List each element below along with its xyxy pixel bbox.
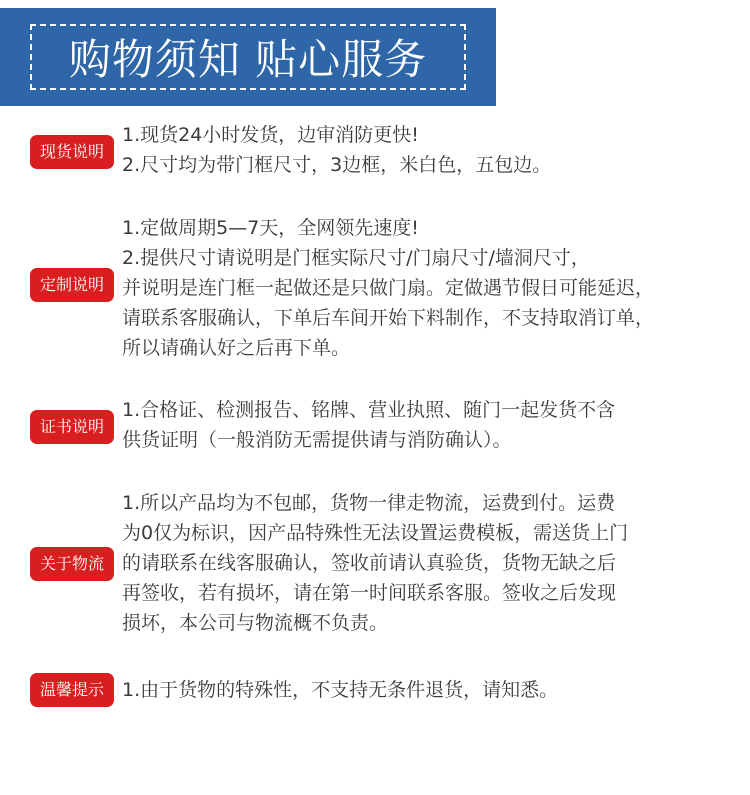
text-line: 1.由于货物的特殊性，不支持无条件退货，请知悉。 (122, 679, 559, 701)
text-line: 损坏，本公司与物流概不负责。 (122, 612, 389, 634)
section-tag-stock: 现货说明 (30, 135, 114, 169)
text-line: 供货证明（一般消防无需提供请与消防确认）。 (122, 429, 512, 451)
text-line: 再签收，若有损坏，请在第一时间联系客服。签收之后发现 (122, 582, 617, 604)
title-banner-dashed-frame (30, 24, 466, 90)
text-line: 1.定做周期5—7天，全网领先速度! (122, 217, 419, 239)
section-tag-custom: 定制说明 (30, 268, 114, 302)
section-logistics-text (122, 488, 736, 638)
text-line: 1.合格证、检测报告、铭牌、营业执照、随门一起发货不含 (122, 399, 616, 421)
section-tag-logistics: 关于物流 (30, 547, 114, 581)
page-title: 购物须知 贴心服务 (68, 35, 428, 84)
section-stock-text (122, 120, 736, 180)
section-certificate-text (122, 395, 736, 455)
text-line: 2.尺寸均为带门框尺寸，3边框，米白色，五包边。 (122, 154, 552, 176)
text-line: 1.所以产品均为不包邮，货物一律走物流，运费到付。运费 (122, 492, 616, 514)
section-tips-text (122, 675, 736, 705)
text-line: 的请联系在线客服确认，签收前请认真验货，货物无缺之后 (122, 552, 617, 574)
text-line: 请联系客服确认，下单后车间开始下料制作，不支持取消订单， (122, 307, 655, 329)
text-line: 所以请确认好之后再下单。 (122, 337, 351, 359)
title-banner (0, 8, 496, 106)
text-line: 2.提供尺寸请说明是门框实际尺寸/门扇尺寸/墙洞尺寸， (122, 247, 590, 269)
text-line: 并说明是连门框一起做还是只做门扇。定做遇节假日可能延迟， (122, 277, 655, 299)
text-line: 1.现货24小时发货，边审消防更快! (122, 124, 419, 146)
section-tag-certificate: 证书说明 (30, 410, 114, 444)
section-tag-tips: 温馨提示 (30, 673, 114, 707)
text-line: 为0仅为标识，因产品特殊性无法设置运费模板，需送货上门 (122, 522, 629, 544)
section-custom-text (122, 213, 736, 363)
